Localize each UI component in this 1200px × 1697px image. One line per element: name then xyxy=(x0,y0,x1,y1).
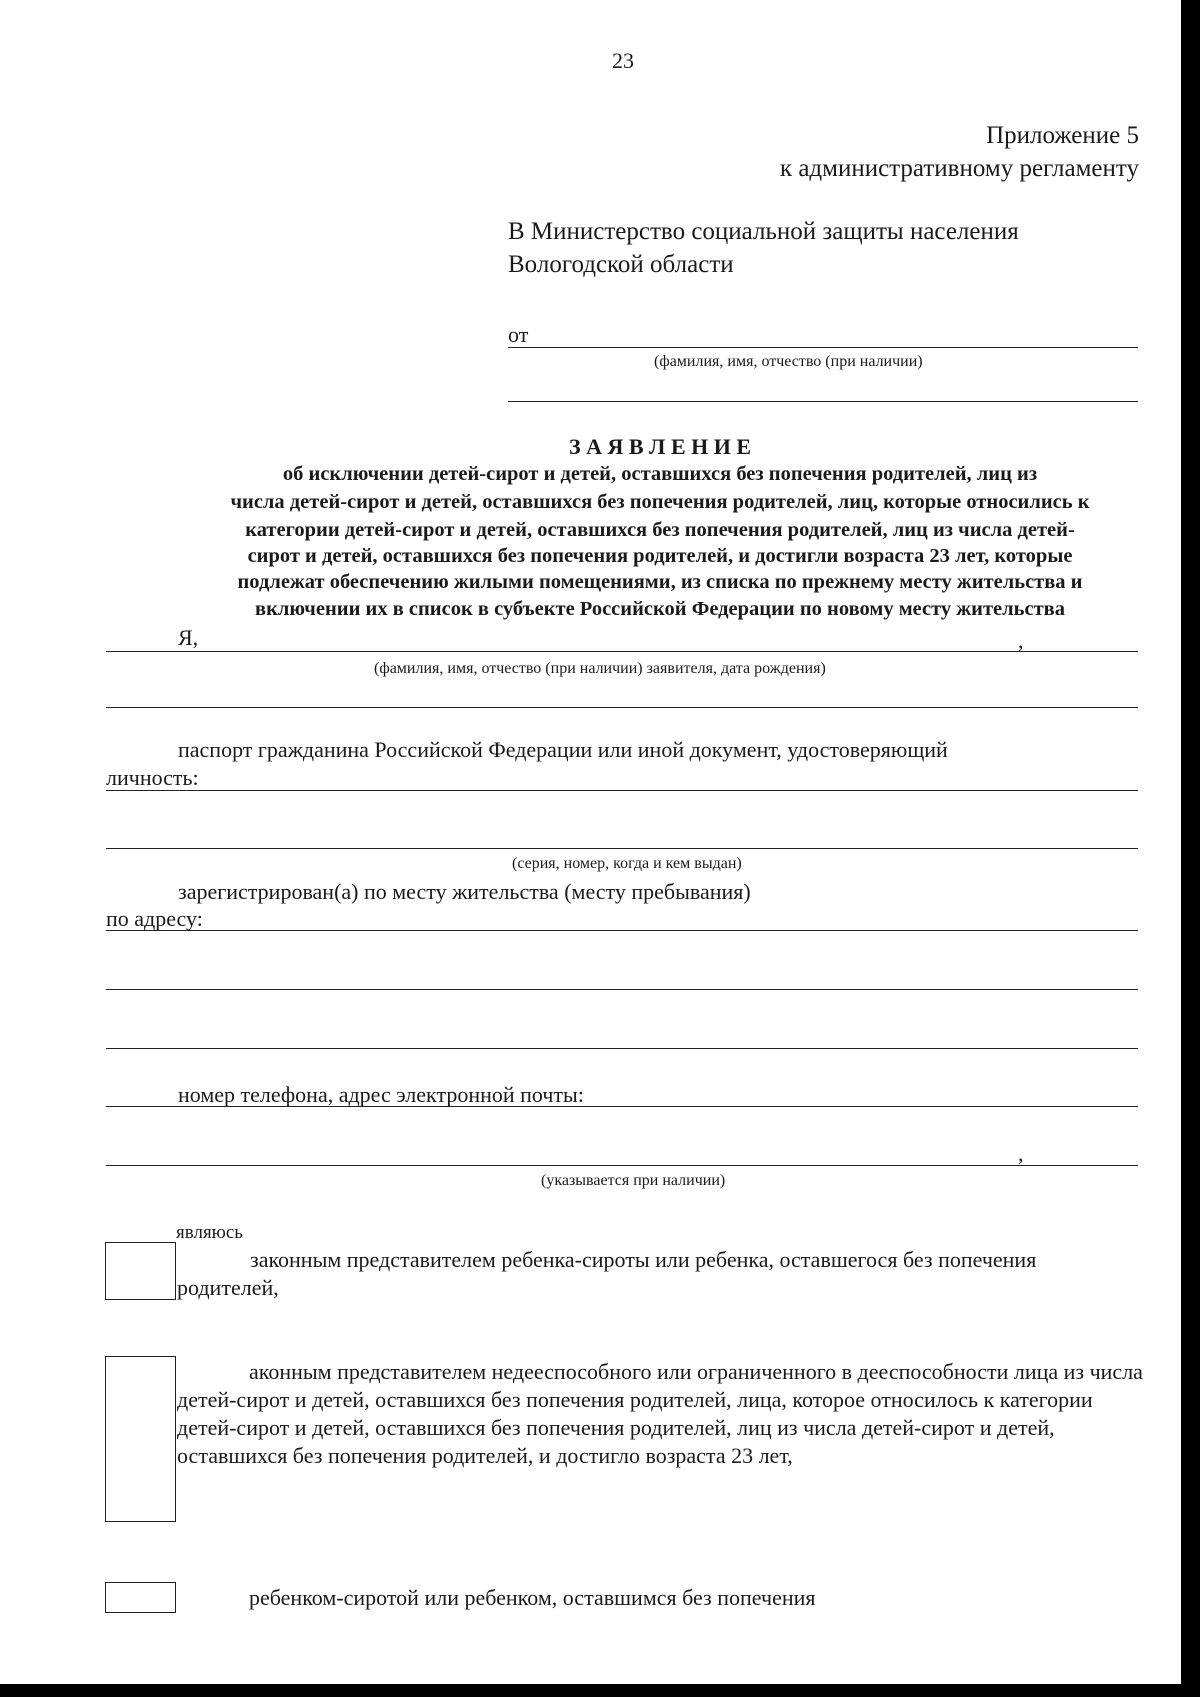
from-extra-field[interactable] xyxy=(508,401,1138,402)
applicant-hint: (фамилия, имя, отчество (при наличии) заявителя, дата рождения) xyxy=(374,660,826,677)
address-field-1[interactable] xyxy=(106,930,1138,931)
applicant-comma: , xyxy=(1018,628,1024,653)
applicant-extra-field[interactable] xyxy=(106,707,1138,708)
address-field-2[interactable] xyxy=(106,989,1138,990)
contacts-label: номер телефона, адрес электронной почты: xyxy=(178,1082,584,1107)
contacts-comma: , xyxy=(1018,1141,1024,1166)
addressee-line-1: В Министерство социальной защиты населения xyxy=(508,218,1019,245)
from-name-field[interactable] xyxy=(508,347,1138,348)
subtitle-line: сирот и детей, оставшихся без попечения родителей, и достигли возраста 23 лет, которые xyxy=(247,545,1073,567)
subtitle-line: числа детей-сирот и детей, оставшихся без попечения родителей, лиц, которые относились к xyxy=(230,491,1090,513)
option-3-checkbox[interactable] xyxy=(105,1582,176,1613)
contacts-field-1[interactable] xyxy=(106,1106,1138,1107)
option-1-checkbox[interactable] xyxy=(105,1242,176,1300)
passport-field-2[interactable] xyxy=(106,848,1138,849)
option-3-text: ребенком-сиротой или ребенком, оставшимся без попечения xyxy=(249,1585,816,1610)
passport-field-1[interactable] xyxy=(106,790,1138,791)
passport-label-cont: личность: xyxy=(106,765,199,790)
passport-label: паспорт гражданина Российской Федерации или иной документ, удостоверяющий xyxy=(178,737,948,762)
applicant-name-field[interactable] xyxy=(106,651,1138,652)
subtitle-line: подлежат обеспечению жилыми помещениями, из списка по прежнему месту жительства и xyxy=(237,571,1083,593)
page-number: 23 xyxy=(612,48,634,73)
document-title: З А Я В Л Е Н И Е xyxy=(568,434,752,459)
appendix-title: Приложение 5 xyxy=(986,122,1139,149)
registration-label-cont: по адресу: xyxy=(106,906,203,931)
applicant-prefix: Я, xyxy=(178,625,199,650)
option-1-text: законным представителем ребенка-сироты или ребенка, оставшегося без попечения родителей, xyxy=(177,1247,1037,1300)
from-label: от xyxy=(508,322,529,347)
option-2-checkbox[interactable] xyxy=(105,1356,176,1522)
status-label: являюсь xyxy=(176,1222,243,1243)
registration-label: зарегистрирован(а) по месту жительства (месту пребывания) xyxy=(178,879,751,904)
addressee-line-2: Вологодской области xyxy=(508,251,734,278)
contacts-field-2[interactable] xyxy=(106,1165,1138,1166)
from-hint: (фамилия, имя, отчество (при наличии) xyxy=(654,353,923,370)
passport-hint: (серия, номер, когда и кем выдан) xyxy=(512,855,742,872)
subtitle-line: включении их в список в субъекте Российской Федерации по новому месту жительства xyxy=(255,598,1065,620)
contacts-hint: (указывается при наличии) xyxy=(541,1172,726,1189)
subtitle-line: об исключении детей-сирот и детей, оставшихся без попечения родителей, лиц из xyxy=(282,463,1038,485)
subtitle-line: категории детей-сирот и детей, оставшихся без попечения родителей, лиц из числа детей- xyxy=(245,519,1075,541)
address-field-3[interactable] xyxy=(106,1048,1138,1049)
option-2-text: аконным представителем недееспособного или ограниченного в дееспособности лица из числа детей-сирот и детей, оставшихся без попечения родителей, лица, которое относилось к категории детей-сирот и детей, оставшихся без попечения родителей, лиц из числа детей-сирот и детей, оставшихся без попечения родителей, и достигло возраста 23 лет, xyxy=(177,1359,1143,1468)
appendix-subtitle: к административному регламенту xyxy=(779,155,1139,182)
